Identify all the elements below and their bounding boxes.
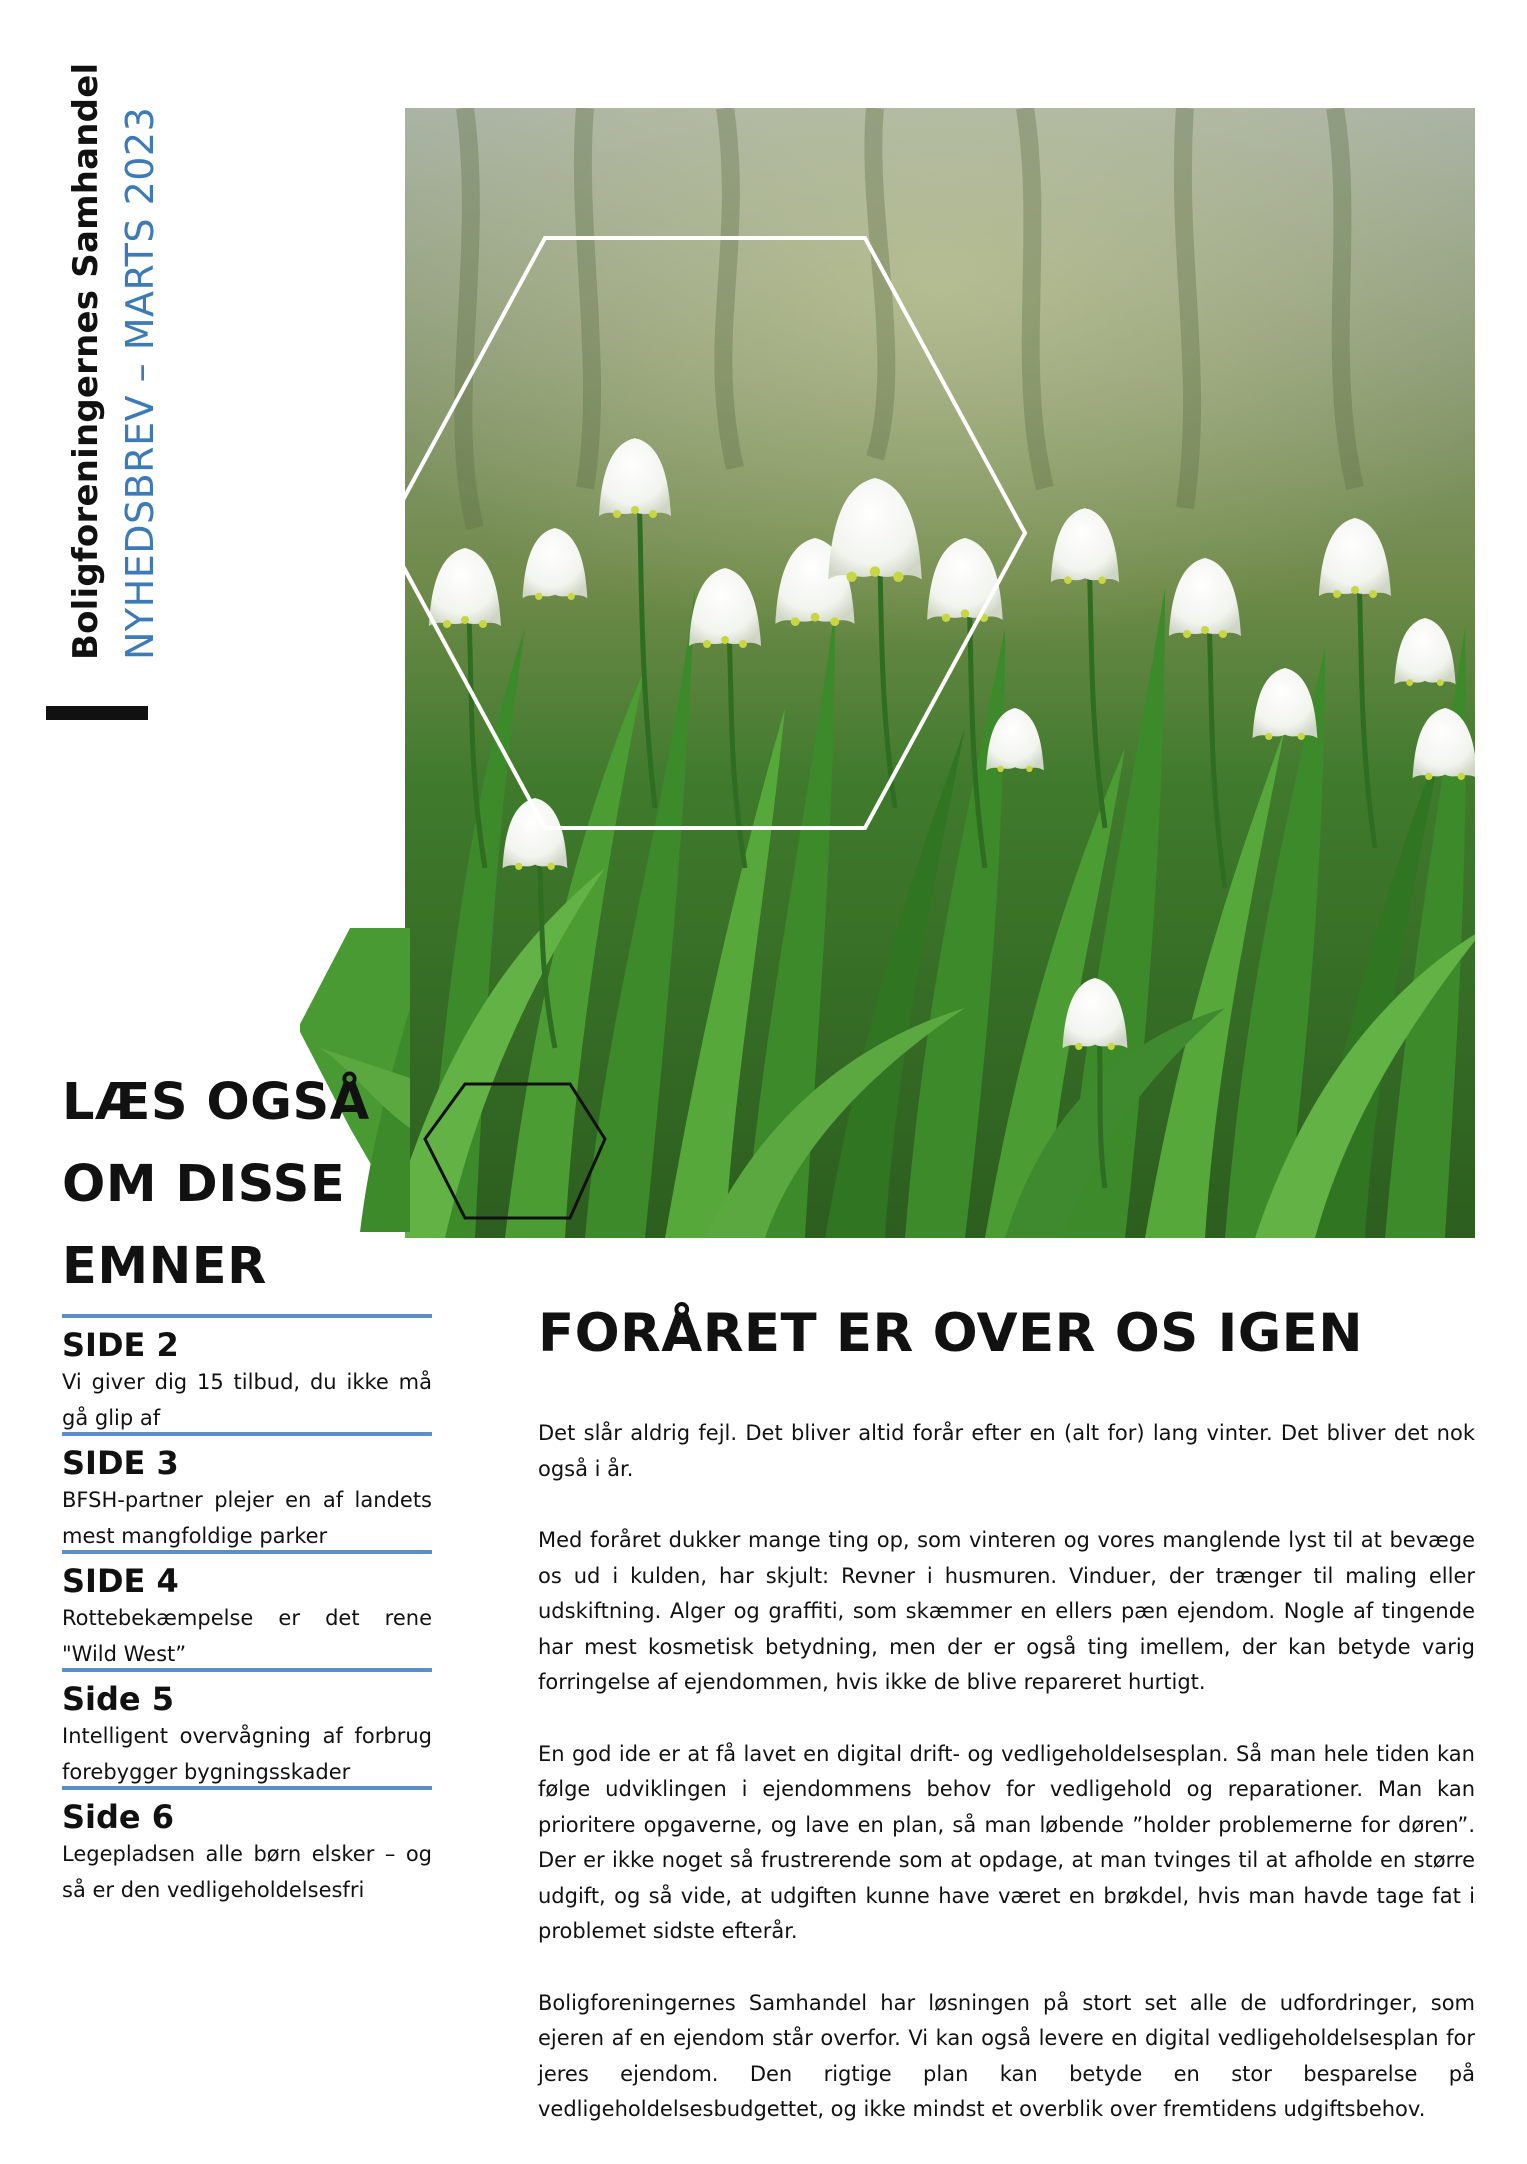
topic-desc: Legepladsen alle børn elsker – og så er den vedligeholdelsesfri bbox=[62, 1842, 432, 1902]
topic-desc: Intelligent overvågning af forbrug forebygger bygningsskader bbox=[62, 1724, 432, 1784]
masthead bbox=[60, 60, 180, 660]
topic-side-4[interactable] bbox=[62, 1550, 432, 1668]
topic-desc: BFSH-partner plejer en af landets mest mangfoldige parker bbox=[62, 1488, 432, 1548]
issue-label: NYHEDSBREV – MARTS 2023 bbox=[118, 106, 162, 660]
topic-label: Side 5 bbox=[62, 1680, 175, 1718]
article-paragraph: Det slår aldrig fejl. Det bliver altid forår efter en (alt for) lang vinter. Det bliver det nok også i år. bbox=[538, 1421, 1475, 1481]
topic-label: SIDE 4 bbox=[62, 1562, 179, 1600]
sidebar-heading: LÆS OGSÅ OM DISSE EMNER bbox=[62, 1073, 370, 1296]
article bbox=[538, 1300, 1475, 2164]
article-title: FORÅRET ER OVER OS IGEN bbox=[538, 1303, 1363, 1364]
topic-label: SIDE 2 bbox=[62, 1326, 179, 1364]
topic-side-5[interactable] bbox=[62, 1668, 432, 1786]
organization-name: Boligforeningernes Samhandel bbox=[66, 62, 106, 660]
topic-side-3[interactable] bbox=[62, 1432, 432, 1550]
article-paragraph: Boligforeningernes Samhandel har løsningen på stort set alle de udfordringer, som ejeren af en ejendom står overfor. Vi kan også levere en digital vedligeholdelsesplan for jeres ejendom. Den rigtige plan kan betyde en stor besparelse på vedligeholdelsesbudgettet, og ikke mindst et overblik over fremtidens udgiftsbehov. bbox=[538, 1990, 1475, 2121]
snowflake-flowers-image bbox=[405, 108, 1475, 1238]
cover-photo bbox=[405, 108, 1475, 1238]
topic-label: SIDE 3 bbox=[62, 1444, 179, 1482]
topic-desc: Vi giver dig 15 tilbud, du ikke må gå glip af bbox=[62, 1370, 432, 1430]
topic-label: Side 6 bbox=[62, 1798, 175, 1836]
masthead-bar bbox=[46, 706, 148, 720]
sidebar bbox=[62, 1062, 432, 1904]
article-paragraph: Med foråret dukker mange ting op, som vinteren og vores manglende lyst til at bevæge os ud i kulden, har skjult: Revner i husmuren. Vinduer, der trænger til maling eller udskiftning. Alger og graffiti, som skæmmer en ellers pæn ejendom. Nogle af tingende har mest kosmetisk betydning, men der er også ting imellem, der kan betyde varig forringelse af ejendommen, hvis ikke de blive repareret hurtigt. bbox=[538, 1528, 1475, 1694]
topic-side-2[interactable] bbox=[62, 1314, 432, 1432]
article-paragraph: En god ide er at få lavet en digital drift- og vedligeholdelsesplan. Så man hele tiden kan følge udviklingen i ejendommens behov for vedligehold og reparationer. Man kan prioritere opgaverne, og lave en plan, så man løbende ”holder problemerne for døren”. Der er ikke noget så frustrerende som at opdage, at man tvinges til at afholde en større udgift, og så vide, at udgiften kunne have været en brøkdel, hvis man havde tage fat i problemet sidste efterår. bbox=[538, 1741, 1475, 1943]
topic-desc: Rottebekæmpelse er det rene "Wild West” bbox=[62, 1606, 432, 1666]
topic-side-6[interactable] bbox=[62, 1786, 432, 1904]
